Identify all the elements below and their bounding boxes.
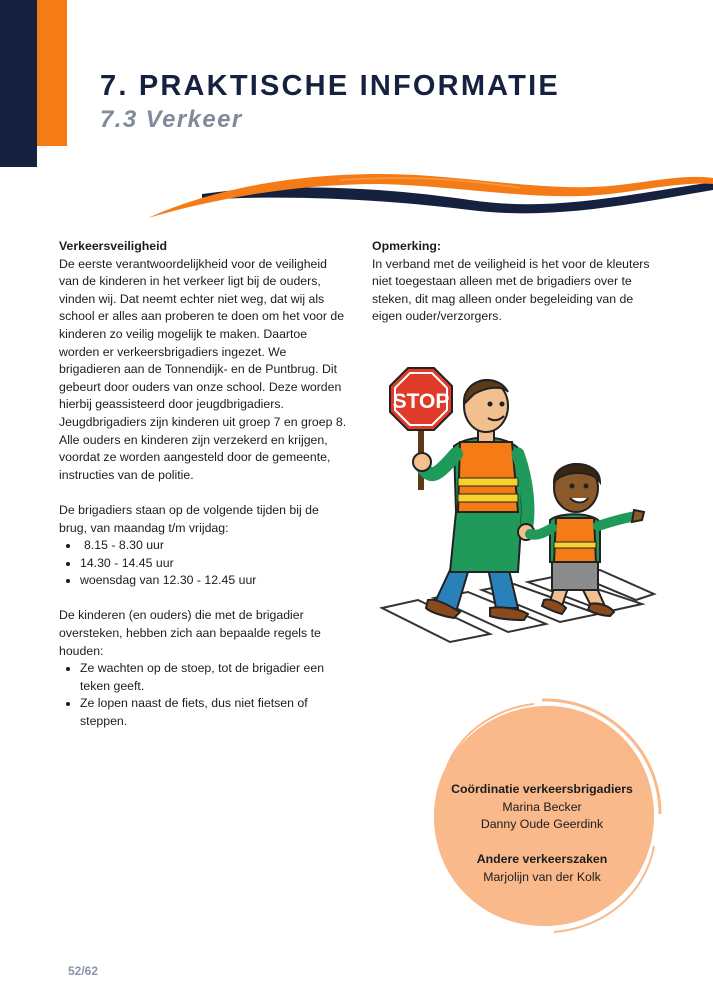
schedule-intro: De brigadiers staan op de volgende tijden bij de brug, van maandag t/m vrijdag: [59, 502, 319, 535]
other-traffic-contact: Marjolijn van der Kolk [483, 869, 601, 884]
crossing-guard-illustration [378, 362, 658, 647]
list-item: • Ze wachten op de stoep, tot de brigadier een teken geeft. [80, 660, 349, 695]
coordinator-name: Marina Becker [502, 799, 582, 814]
rules-list [59, 660, 349, 730]
list-item: • 14.30 - 14.45 uur [80, 555, 349, 573]
section-subtitle: 7.3 Verkeer [100, 106, 243, 133]
traffic-safety-paragraph: De eerste verantwoordelijkheid voor de veiligheid van de kinderen in het verkeer ligt bij de ouders, vinden wij. Dat neemt echter niet weg, dat wij als school er alles aan proberen te doen om het voor de kinderen zo veilig mogelijk te maken. Daartoe worden er verkeersbrigadiers ingezet. We brigadieren aan de Tonnendijk- en de Puntbrug. Dit gebeurt door ouders van onze school. Deze worden hierbij geassisteerd door jeugdbrigadiers. Jeugdbrigadiers zijn kinderen uit groep 7 en groep 8. Alle ouders en kinderen zijn verzekerd en krijgen, voordat ze worden aangesteld door de gemeente, instructies van de politie. [59, 256, 347, 482]
header-bar-navy [0, 0, 37, 167]
remark-text: In verband met de veiligheid is het voor de kleuters niet toegestaan alleen met de brigadiers over te steken, dit mag alleen onder begeleiding van de eigen ouder/verzorgers. [372, 256, 650, 324]
page-title: 7. PRAKTISCHE INFORMATIE [100, 70, 560, 102]
page-number: 52/62 [68, 964, 99, 978]
other-traffic-heading: Andere verkeerszaken [476, 852, 608, 867]
list-item: • Ze lopen naast de fiets, dus niet fietsen of steppen. [80, 695, 349, 730]
rules-intro: De kinderen (en ouders) die met de brigadier oversteken, hebben zich aan bepaalde regels te houden: [59, 608, 321, 658]
header-bar-orange [37, 0, 67, 146]
brush-stroke-decoration [140, 160, 713, 222]
right-column [372, 238, 662, 326]
stop-sign-text: STOP [392, 390, 450, 413]
remark-heading: Opmerking: [372, 239, 442, 253]
left-column [59, 238, 349, 731]
coordination-heading: Coördinatie verkeersbrigadiers [451, 782, 633, 796]
list-item: • woensdag van 12.30 - 12.45 uur [80, 572, 349, 590]
traffic-safety-heading: Verkeersveiligheid [59, 239, 168, 253]
schedule-list [59, 537, 349, 590]
list-item: • 8.15 - 8.30 uur [80, 537, 349, 555]
contact-info [448, 781, 636, 887]
coordinator-name: Danny Oude Geerdink [480, 817, 604, 832]
